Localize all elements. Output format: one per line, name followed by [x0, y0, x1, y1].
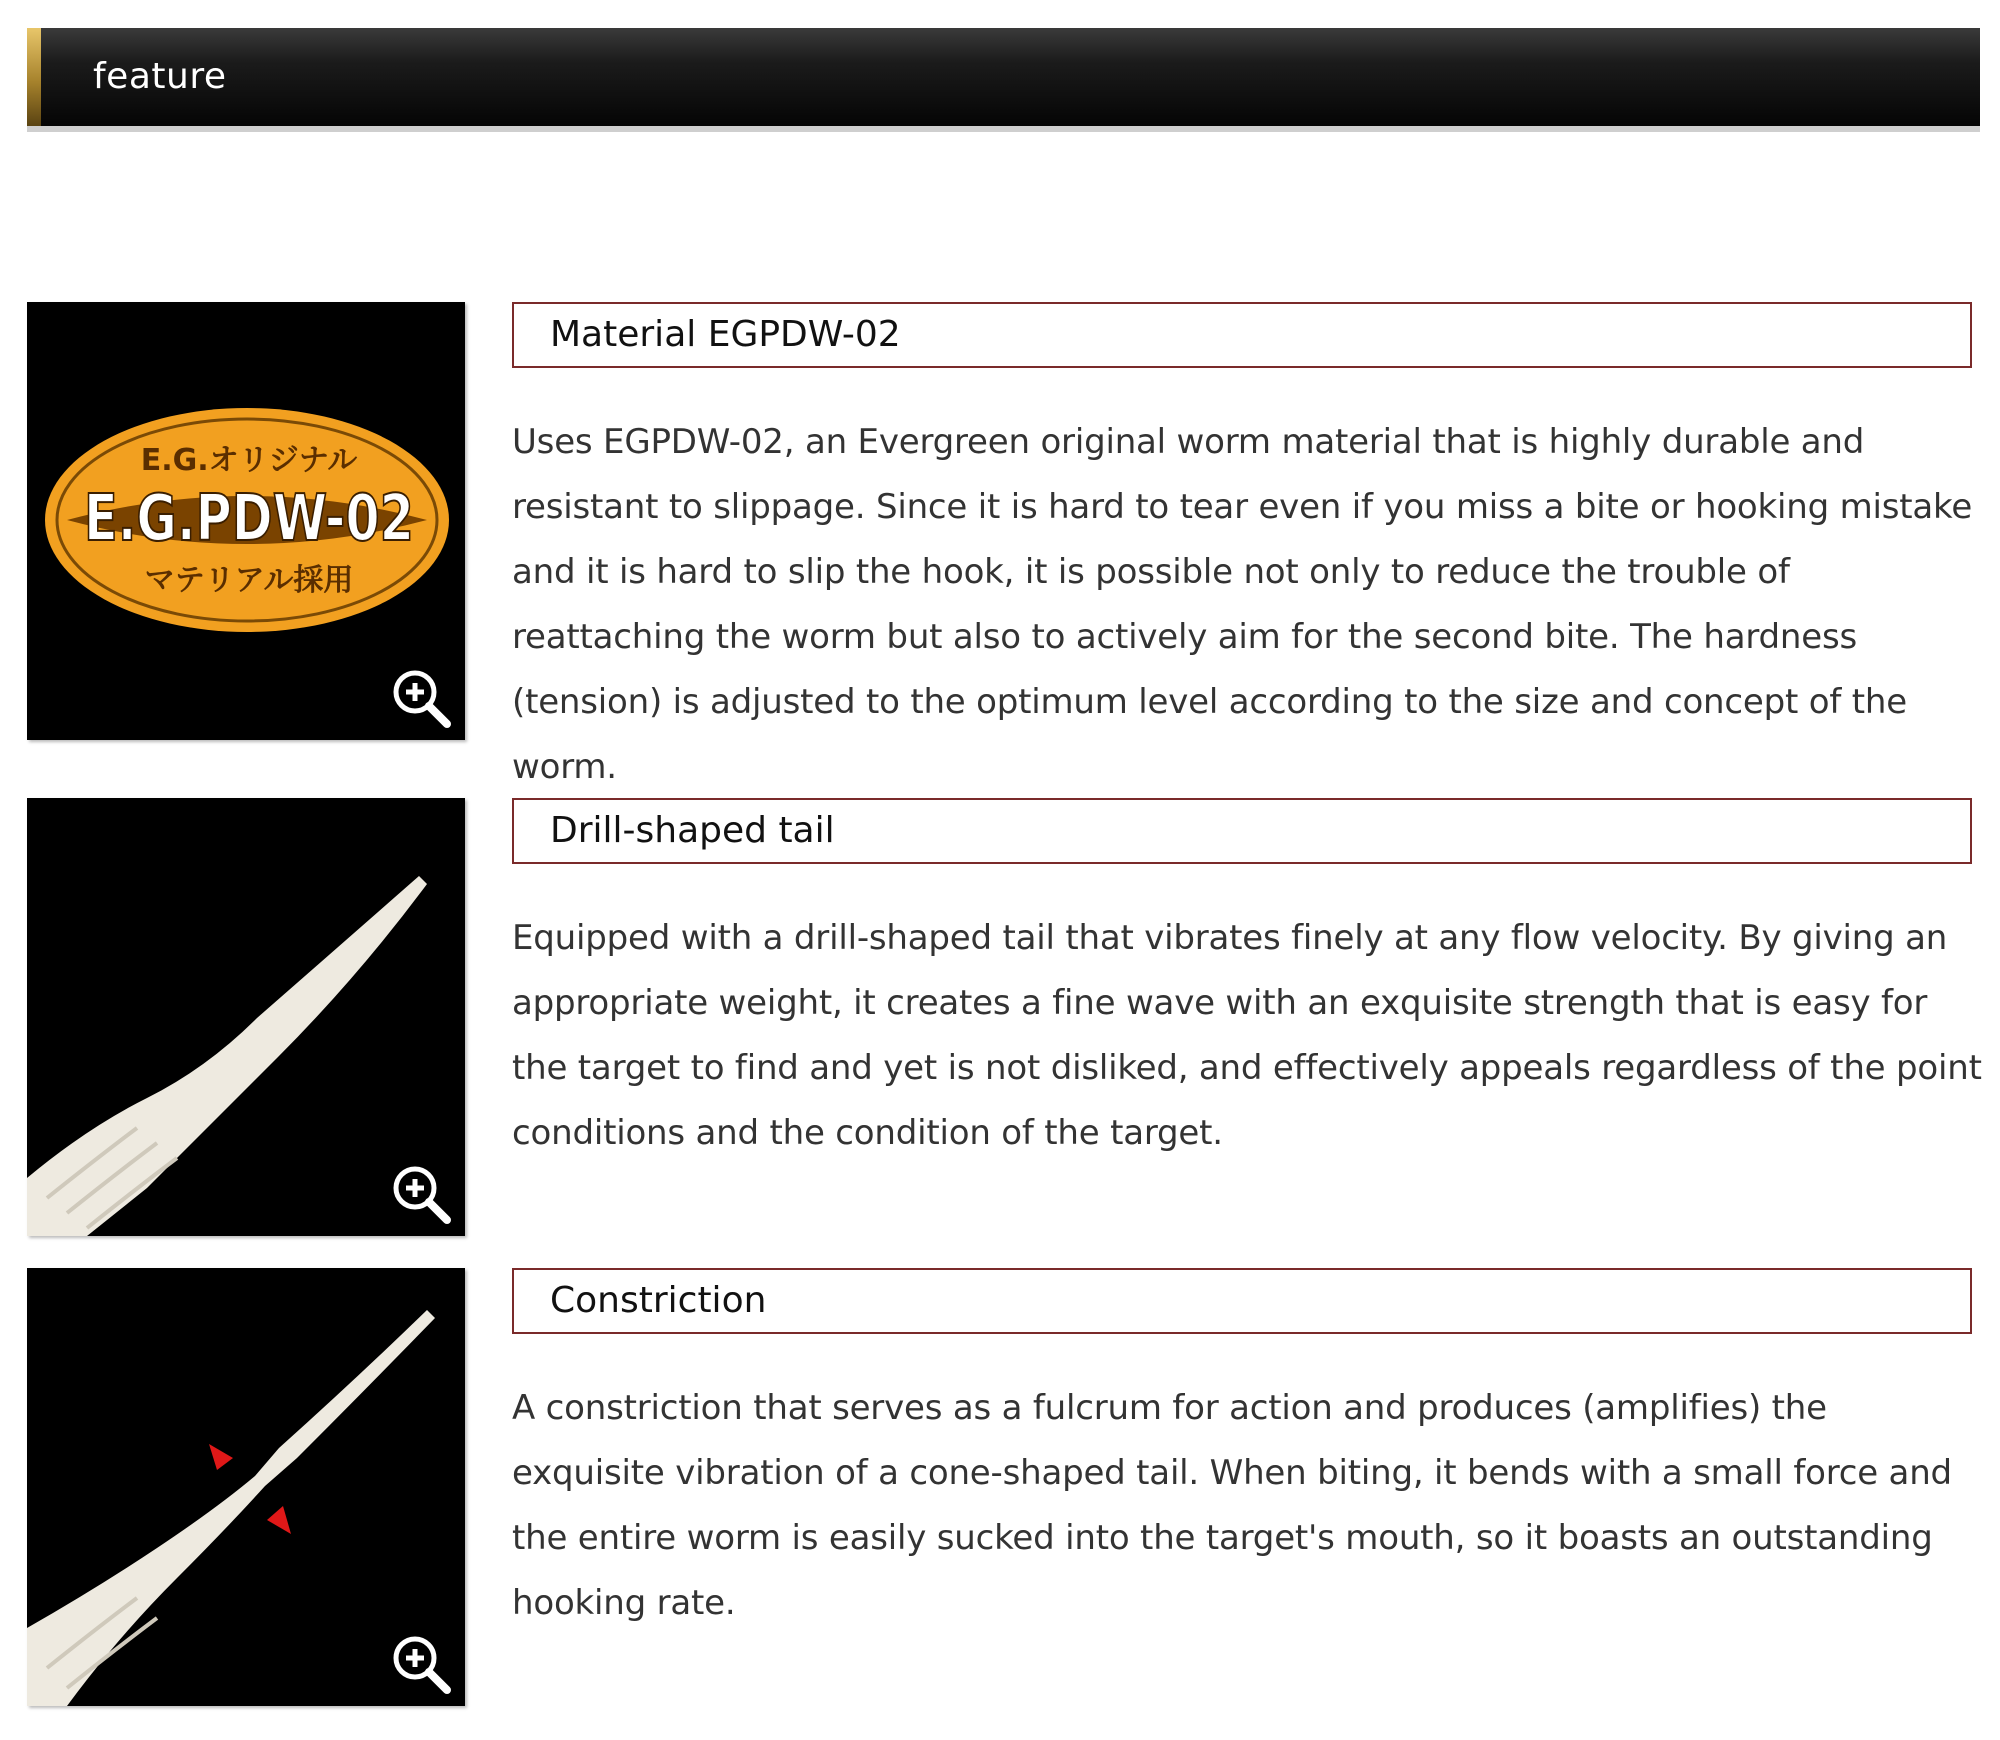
material-title: Material EGPDW-02 — [512, 302, 1972, 368]
constriction-marker-icon — [267, 1506, 291, 1534]
badge-top-text: E.G.オリジナル — [140, 443, 358, 478]
header-accent — [27, 28, 41, 126]
feature-header — [27, 28, 1980, 126]
header-title: feature — [93, 56, 227, 97]
drill-tail-description: Equipped with a drill-shaped tail that vibrates finely at any flow velocity. By giving an appropriate weight, it creates a fine wave with an exquisite strength that is easy for the target to find and yet is not disliked, and effectively appeals regardless of the point conditions and the condition of the target. — [512, 918, 1982, 1153]
drill-tail-thumbnail[interactable] — [27, 798, 465, 1236]
constriction-title: Constriction — [512, 1268, 1972, 1334]
constriction-marker-icon — [209, 1444, 233, 1470]
badge-bottom-text: マテリアル採用 — [144, 563, 354, 598]
zoom-in-icon[interactable] — [389, 1162, 453, 1226]
zoom-in-icon[interactable] — [389, 666, 453, 730]
constriction-description: A constriction that serves as a fulcrum for action and produces (amplifies) the exquisite vibration of a cone-shaped tail. When biting, it bends with a small force and the entire worm is easily sucked into the target's mouth, so it boasts an outstanding hooking rate. — [512, 1388, 1952, 1623]
material-thumbnail[interactable] — [27, 302, 465, 740]
drill-tail-title: Drill-shaped tail — [512, 798, 1972, 864]
constriction-thumbnail[interactable] — [27, 1268, 465, 1706]
zoom-in-icon[interactable] — [389, 1632, 453, 1696]
material-description: Uses EGPDW-02, an Evergreen original worm material that is highly durable and resistant to slippage. Since it is hard to tear even if you miss a bite or hooking mistake and it is hard to slip the hook, it is possible not only to reduce the trouble of reattaching the worm but also to actively aim for the second bite. The hardness (tension) is adjusted to the optimum level according to the size and concept of the worm. — [512, 422, 1973, 787]
badge-main-text: E.G.PDW-02 — [84, 482, 414, 556]
